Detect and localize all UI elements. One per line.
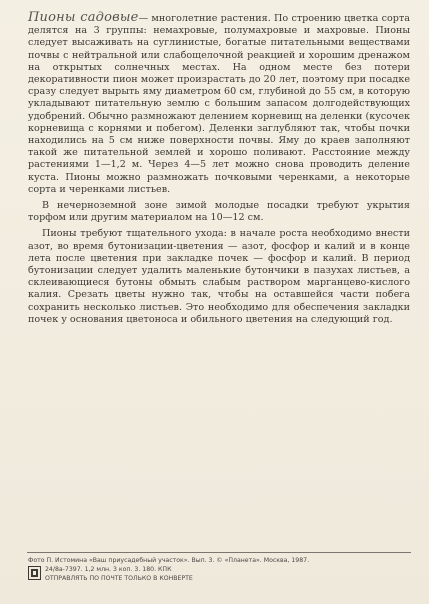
- paragraph-1: [28, 12, 410, 196]
- mail-note: ОТПРАВЛЯТЬ ПО ПОЧТЕ ТОЛЬКО В КОНВЕРТЕ: [45, 575, 193, 582]
- paragraph-2: В нечерноземной зоне зимой молодые посадки требуют укрытия торфом или другим материалом на 10—12 см.: [28, 200, 410, 224]
- print-info: 24/8а-7397. 1,2 млн. 3 коп. 3. 180. КПК: [45, 566, 172, 573]
- print-info-line: [45, 566, 405, 574]
- photo-credits: Фото П. Истомина «Ваш приусадебный участок». Вып. 3. © «Планета». Москва, 1987.: [28, 557, 310, 564]
- publisher-logo-icon: [28, 566, 41, 580]
- footer-divider: [27, 552, 411, 553]
- article-body: [28, 12, 410, 330]
- paragraph-3: Пионы требуют тщательного ухода: в начале роста необходимо внести азот, во время бутонизации-цветения — азот, фосфор и калий и в конце лета после цветения при закладке почек — фосфор и калий. В период бутонизации следует удалить маленькие бутончики в пазухах листьев, а склеивающиеся бутоны обмыть слабым раствором марганцево-кислого калия. Срезать цветы нужно так, чтобы на оставшейся части побега сохранить несколько листьев. Это необходимо для обеспечения закладки почек у основания цветоноса и обильного цветения на следующий год.: [28, 228, 410, 325]
- paragraph-1-text: — многолетние растения. По строению цветка сорта делятся на 3 группы: немахровые, полумахровые и махровые. Пионы следует высаживать на суглинистые, богатые питательными веществами почвы с нейтральной или слабощелочной реакцией и хорошим дренажом на открытых солнечных местах. На одном месте без потери декоративности пион может произрастать до 20 лет, поэтому при посадке сразу следует вырыть яму диаметром 60 см, глубиной до 55 см, в которую укладывают питательную землю с большим запасом долгодействующих удобрений. Обычно размножают делением корневищ на деленки (кусочек корневища с корнями и побегом). Деленки заглубляют так, чтобы почки находились на 5 см ниже поверхности почвы. Яму до краев заполняют такой же питательной землей и хорошо поливают. Расстояние между растениями 1—1,2 м. Через 4—5 лет можно снова проводить деление куста. Пионы можно размножать почковыми черенками, а некоторые сорта и черенками листьев.: [28, 13, 411, 195]
- mail-note-line: [45, 575, 405, 583]
- article-title: Пионы садовые: [28, 10, 139, 25]
- footer: [28, 557, 412, 565]
